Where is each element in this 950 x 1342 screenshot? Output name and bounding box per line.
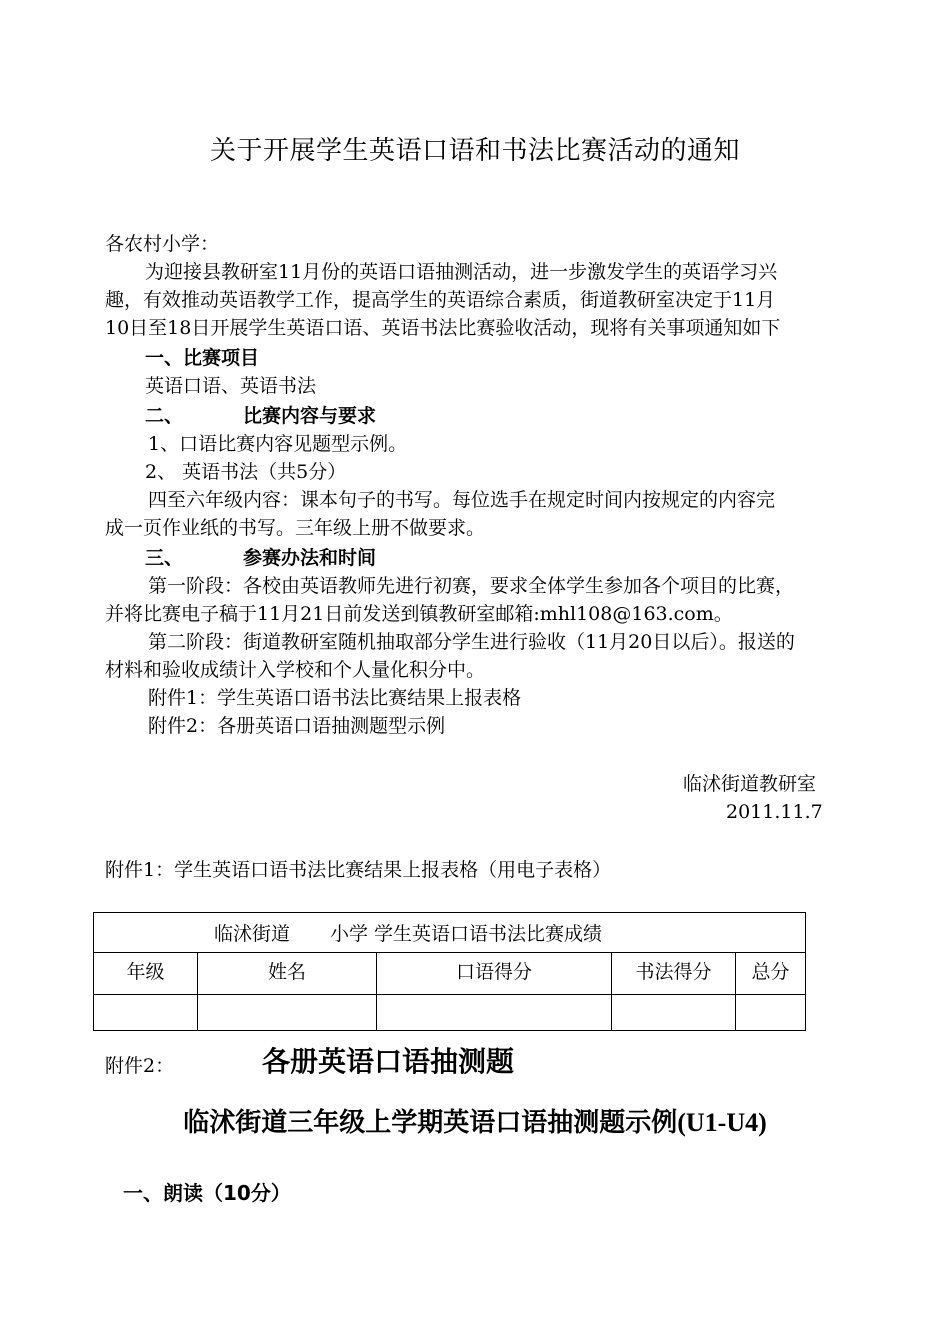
section-2-detail-line-1: 四至六年级内容：课本句子的书写。每位选手在规定时间内按规定的内容完 <box>148 489 776 511</box>
section-1-heading: 一、比赛项目 <box>145 347 260 369</box>
table-row <box>94 995 806 1031</box>
header-name: 姓名 <box>198 953 377 995</box>
section-1-body: 英语口语、英语书法 <box>145 375 317 397</box>
intro-line-3: 10日至18日开展学生英语口语、英语书法比赛验收活动，现将有关事项通知如下 <box>105 317 781 339</box>
table-caption <box>94 913 806 953</box>
intro-line-2: 趣，有效推动英语教学工作，提高学生的英语综合素质，街道教研室决定于11月 <box>105 289 776 311</box>
signature-org: 临沭街道教研室 <box>683 773 817 795</box>
section-2-detail-line-2: 成一页作业纸的书写。三年级上册不做要求。 <box>105 517 486 539</box>
stage-2-line-2: 材料和验收成绩计入学校和个人量化积分中。 <box>105 659 486 681</box>
section-3-heading <box>145 544 376 572</box>
cell-oral-score[interactable] <box>377 995 612 1031</box>
cell-name[interactable] <box>198 995 377 1031</box>
attachment-1-note: 附件1：学生英语口语书法比赛结果上报表格 <box>148 687 522 709</box>
cell-total[interactable] <box>736 995 806 1031</box>
section-2-title: 比赛内容与要求 <box>243 405 377 427</box>
cell-writing-score[interactable] <box>612 995 736 1031</box>
exam-title: 临沭街道三年级上学期英语口语抽测题示例(U1-U4) <box>183 1108 767 1137</box>
section-2-number: 二、 <box>145 405 184 427</box>
attachment-2-note: 附件2：各册英语口语抽测题型示例 <box>148 715 446 737</box>
salutation: 各农村小学： <box>105 233 220 255</box>
table-caption-school: 小学 学生英语口语书法比赛成绩 <box>330 923 603 945</box>
header-oral-score: 口语得分 <box>377 953 612 995</box>
appendix-2-label: 附件2： <box>105 1055 175 1077</box>
stage-1-line-1: 第一阶段：各校由英语教师先进行初赛，要求全体学生参加各个项目的比赛， <box>148 575 795 597</box>
appendix-2-heading: 各册英语口语抽测题 <box>262 1045 515 1078</box>
section-2-item-2: 2、 英语书法（共5分） <box>145 461 347 483</box>
section-2-heading <box>145 402 376 430</box>
stage-1-line-2: 并将比赛电子稿于11月21日前发送到镇教研室邮箱:mhl108@163.com。 <box>105 603 733 625</box>
stage-2-line-1: 第二阶段：街道教研室随机抽取部分学生进行验收（11月20日以后）。报送的 <box>148 631 795 653</box>
header-writing-score: 书法得分 <box>612 953 736 995</box>
page-title: 关于开展学生英语口语和书法比赛活动的通知 <box>209 136 740 166</box>
cell-grade[interactable] <box>94 995 198 1031</box>
table-caption-district: 临沭街道 <box>214 923 291 945</box>
reading-heading: 一、朗读（10分） <box>123 1181 291 1205</box>
signature-date: 2011.11.7 <box>726 801 823 823</box>
intro-line-1: 为迎接县教研室11月份的英语口语抽测活动，进一步激发学生的英语学习兴 <box>145 261 778 283</box>
appendix-1-label: 附件1：学生英语口语书法比赛结果上报表格（用电子表格） <box>105 859 612 881</box>
section-2-item-1: 1、口语比赛内容见题型示例。 <box>148 433 408 455</box>
score-report-table <box>93 912 806 1031</box>
section-3-number: 三、 <box>145 547 184 569</box>
header-grade: 年级 <box>94 953 198 995</box>
header-total: 总分 <box>736 953 806 995</box>
section-3-title: 参赛办法和时间 <box>243 547 377 569</box>
